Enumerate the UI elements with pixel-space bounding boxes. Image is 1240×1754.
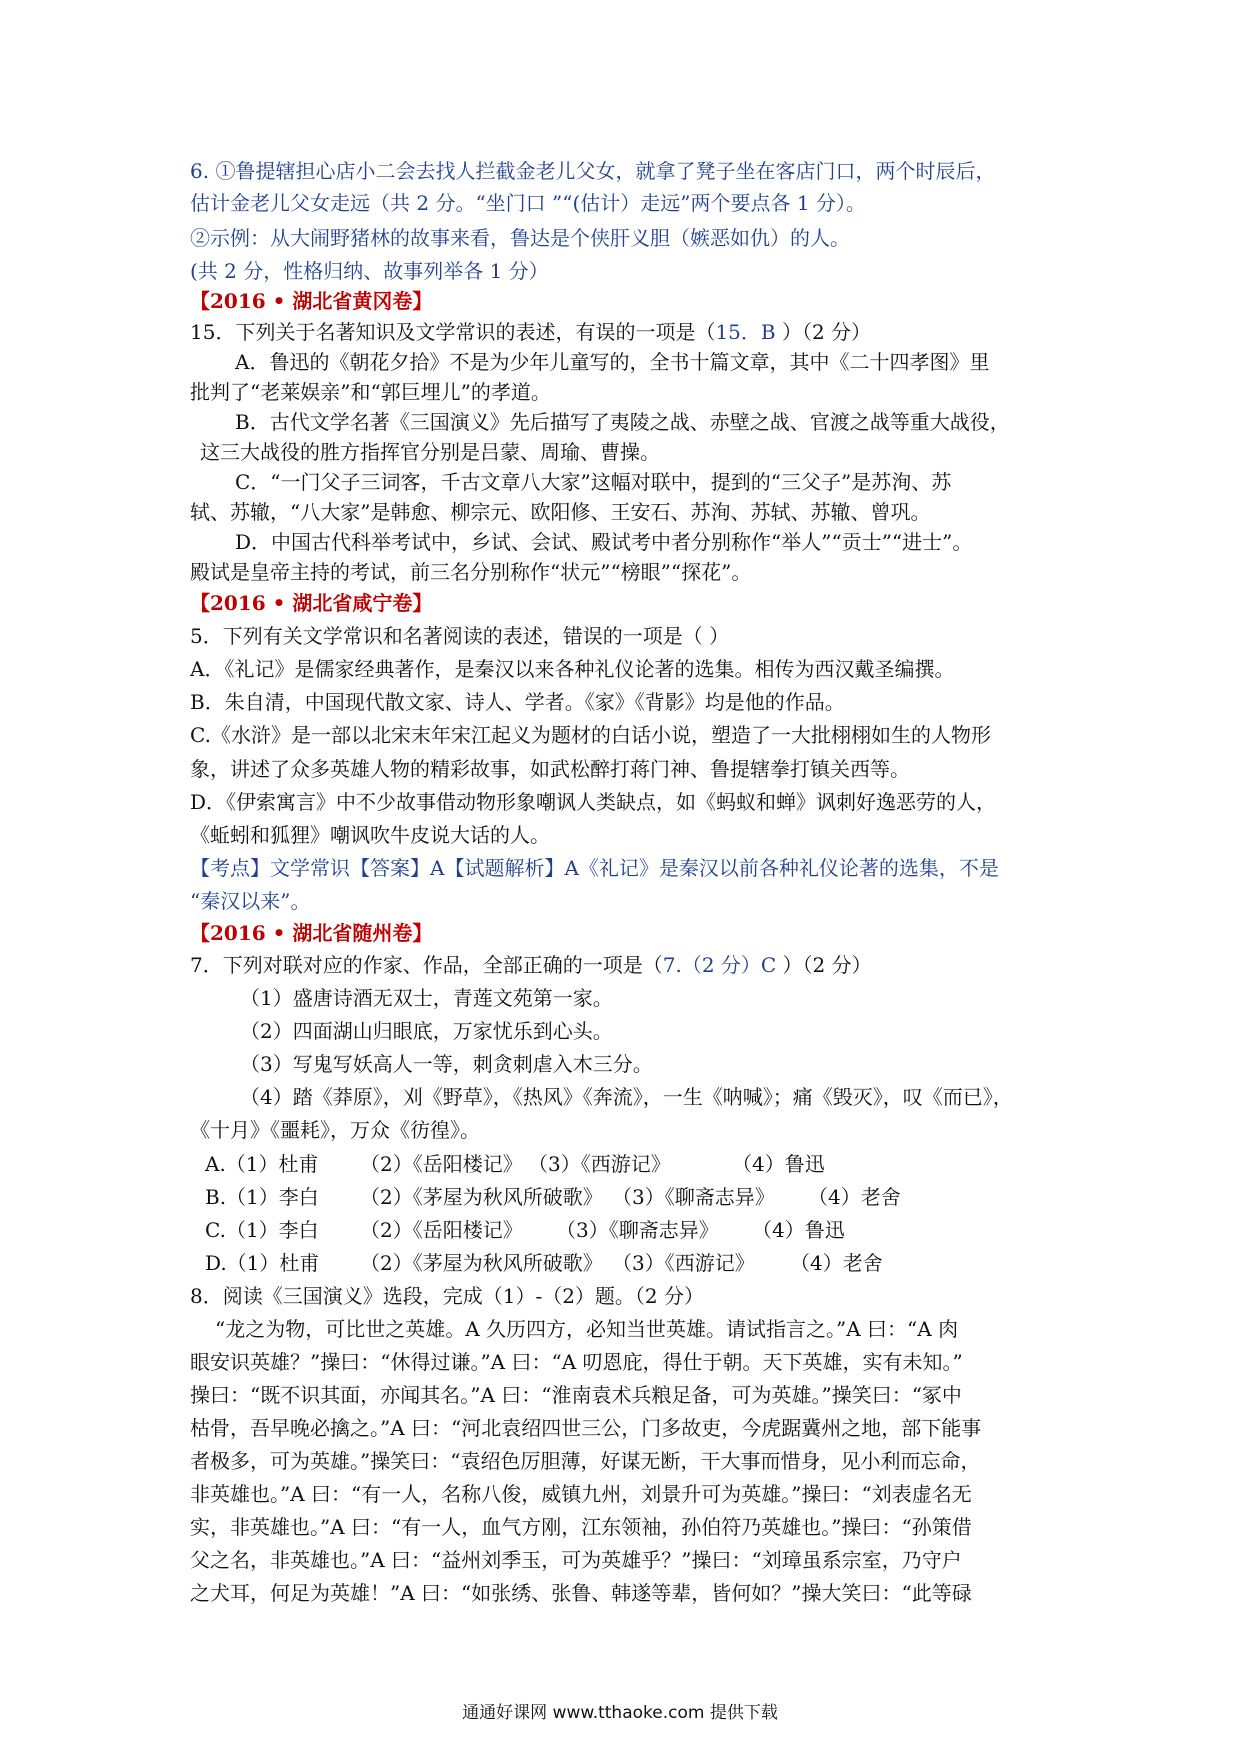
text-line	[190, 225, 850, 251]
text-line	[190, 559, 751, 585]
option-cell: A.（1）杜甫	[205, 1152, 319, 1176]
text-line	[190, 722, 991, 748]
line-text: 象，讲述了众多英雄人物的精彩故事，如武松醉打蒋门神、鲁提辖拳打镇关西等。	[190, 757, 910, 781]
passage-line: 之犬耳，何足为英雄！”A 曰：“如张绣、张鲁、韩遂等辈，皆何如？”操大笑曰：“此等碌	[190, 1581, 972, 1605]
text-line	[190, 499, 930, 525]
line-text: (共 2 分，性格归纳、故事列举各 1 分）	[190, 259, 549, 283]
line-text: 批判了“老莱娱亲”和“郭巨埋儿”的孝道。	[190, 380, 551, 404]
option-cell: （4）鲁迅	[752, 1218, 845, 1242]
text-line	[190, 319, 871, 345]
passage-line: 眼安识英雄？”操曰：“休得过谦。”A 曰：“A 叨恩庇，得仕于朝。天下英雄，实有未知。”	[190, 1350, 963, 1374]
text-line	[190, 952, 872, 978]
section-heading	[190, 590, 432, 616]
line-text: 5．下列有关文学常识和名著阅读的表述，错误的一项是（ ）	[190, 624, 730, 648]
text-line	[240, 1084, 1013, 1110]
line-text: C．“一门父子三词客，千古文章八大家”这幅对联中，提到的“三父子”是苏洵、苏	[235, 470, 952, 494]
text-line	[190, 888, 310, 914]
line-tail: ）（2 分）	[776, 953, 872, 977]
line-text: “秦汉以来”。	[190, 889, 311, 913]
line-text: 15．下列关于名著知识及文学常识的表述，有误的一项是（	[190, 320, 716, 344]
line-text: 这三大战役的胜方指挥官分别是吕蒙、周瑜、曹操。	[200, 440, 660, 464]
line-text: 【2016 • 湖北省黄冈卷】	[190, 289, 433, 313]
line-text: B．古代文学名著《三国演义》先后描写了夷陵之战、赤壁之战、官渡之战等重大战役，	[235, 410, 1010, 434]
text-line	[190, 623, 729, 649]
line-text: A．鲁迅的《朝花夕拾》不是为少年儿童写的，全书十篇文章，其中《二十四孝图》里	[235, 350, 990, 374]
text-line	[190, 1117, 480, 1143]
passage-line: 实，非英雄也。”A 曰：“有一人，血气方刚，江东领袖，孙伯符乃英雄也。”操曰：“孙策借	[190, 1515, 972, 1539]
text-line	[235, 469, 951, 495]
option-cell: （2）《岳阳楼记》	[360, 1152, 523, 1176]
text-line	[190, 656, 954, 682]
option-cell: （3）《西游记》	[612, 1251, 755, 1275]
text-line	[240, 1018, 613, 1044]
section-heading	[190, 920, 432, 946]
line-text: D．中国古代科举考试中，乡试、会试、殿试考中者分别称作“举人”“贡士”“进士”。	[235, 530, 973, 554]
line-text: 【考点】文学常识【答案】A【试题解析】A《礼记》是秦汉以前各种礼仪论著的选集，不是	[190, 856, 999, 880]
line-text: ②示例：从大闹野猪林的故事来看，鲁达是个侠肝义胆（嫉恶如仇）的人。	[190, 226, 850, 250]
option-cell: （2）《岳阳楼记》	[360, 1218, 523, 1242]
line-text: （2）四面湖山归眼底，万家忧乐到心头。	[240, 1019, 613, 1043]
option-cell: （4）鲁迅	[732, 1152, 825, 1176]
option-cell: （2）《茅屋为秋风所破歌》	[360, 1251, 603, 1275]
option-cell: C.（1）李白	[205, 1218, 319, 1242]
option-cell: （4）老舍	[790, 1251, 883, 1275]
line-tail: ）（2 分）	[775, 320, 872, 344]
line-text: （3）写鬼写妖高人一等，刺贪刺虐入木三分。	[240, 1052, 653, 1076]
section-heading	[190, 288, 432, 314]
line-text: 7．下列对联对应的作家、作品，全部正确的一项是（	[190, 953, 663, 977]
line-text: B．朱自清，中国现代散文家、诗人、学者。《家》《背影》均是他的作品。	[190, 690, 845, 714]
line-text: C.《水浒》是一部以北宋末年宋江起义为题材的白话小说，塑造了一大批栩栩如生的人物形	[190, 723, 991, 747]
passage-line: 枯骨，吾早晚必擒之。”A 曰：“河北袁绍四世三公，门多故吏，今虎踞冀州之地，部下能事	[190, 1416, 982, 1440]
answer-text: 15．B	[715, 320, 776, 344]
passage-line: 者极多，可为英雄。”操笑曰：“袁绍色厉胆薄，好谋无断，干大事而惜身，见小利而忘命，	[190, 1449, 981, 1473]
text-line	[235, 529, 972, 555]
line-text: （1）盛唐诗酒无双士，青莲文苑第一家。	[240, 986, 613, 1010]
text-line	[190, 379, 551, 405]
text-line	[235, 409, 1010, 435]
line-text: D．《伊索寓言》中不少故事借动物形象嘲讽人类缺点，如《蚂蚁和蝉》讽刺好逸恶劳的人，	[190, 790, 997, 814]
option-cell: （3）《西游记》	[528, 1152, 671, 1176]
line-text: 《蚯蚓和狐狸》嘲讽吹牛皮说大话的人。	[190, 823, 550, 847]
passage-line: “龙之为物，可比世之英雄。A 久历四方，必知当世英雄。请试指言之。”A 曰：“A 肉	[215, 1317, 959, 1341]
line-text: 《十月》《噩耗》，万众《彷徨》。	[190, 1118, 480, 1142]
line-text: A．《礼记》是儒家经典著作，是秦汉以来各种礼仪论著的选集。相传为西汉戴圣编撰。	[190, 657, 955, 681]
text-line	[200, 439, 660, 465]
passage-line: 8．阅读《三国演义》选段，完成（1）-（2）题。（2 分）	[190, 1284, 705, 1308]
line-text: 估计金老儿父女走远（共 2 分。“坐门口 ”“(估计）走远”两个要点各 1 分）。	[190, 191, 866, 215]
line-text: （4）踏《莽原》，刈《野草》，《热风》《奔流》，一生《呐喊》；痛《毁灭》，叹《而已》，	[240, 1085, 1013, 1109]
line-text: 【2016 • 湖北省咸宁卷】	[190, 591, 433, 615]
text-line	[235, 349, 989, 375]
line-text: 【2016 • 湖北省随州卷】	[190, 921, 433, 945]
page-footer: 通通好课网 www.tthaoke.com 提供下载	[462, 1703, 778, 1723]
option-cell: （3）《聊斋志异》	[612, 1185, 775, 1209]
text-line	[190, 756, 910, 782]
line-text: 轼、苏辙，“八大家”是韩愈、柳宗元、欧阳修、王安石、苏洵、苏轼、苏辙、曾巩。	[190, 500, 931, 524]
option-cell: D.（1）杜甫	[205, 1251, 320, 1275]
line-text: 殿试是皇帝主持的考试，前三名分别称作“状元”“榜眼”“探花”。	[190, 560, 752, 584]
text-line	[240, 985, 613, 1011]
text-line	[190, 789, 996, 815]
passage-line: 父之名，非英雄也。”A 曰：“益州刘季玉，可为英雄乎？”操曰：“刘璋虽系宗室，乃守户	[190, 1548, 962, 1572]
option-cell: （4）老舍	[808, 1185, 901, 1209]
passage-line: 非英雄也。”A 曰：“有一人，名称八俊，威镇九州，刘景升可为英雄。”操曰：“刘表虚名无	[190, 1482, 972, 1506]
text-line	[190, 689, 845, 715]
answer-text: 7.（2 分）C	[662, 953, 777, 977]
text-line	[240, 1051, 653, 1077]
option-cell: （3）《聊斋志异》	[556, 1218, 719, 1242]
text-line	[190, 158, 995, 184]
option-cell: （2）《茅屋为秋风所破歌》	[360, 1185, 603, 1209]
option-cell: B.（1）李白	[205, 1185, 319, 1209]
text-line	[190, 190, 866, 216]
text-line	[190, 258, 549, 284]
line-text: 6. ①鲁提辖担心店小二会去找人拦截金老儿父女，就拿了凳子坐在客店门口，两个时辰后，	[190, 159, 996, 183]
passage-line: 操曰：“既不识其面，亦闻其名。”A 曰：“淮南袁术兵粮足备，可为英雄。”操笑曰：“冢中	[190, 1383, 962, 1407]
text-line	[190, 822, 550, 848]
text-line	[190, 855, 999, 881]
